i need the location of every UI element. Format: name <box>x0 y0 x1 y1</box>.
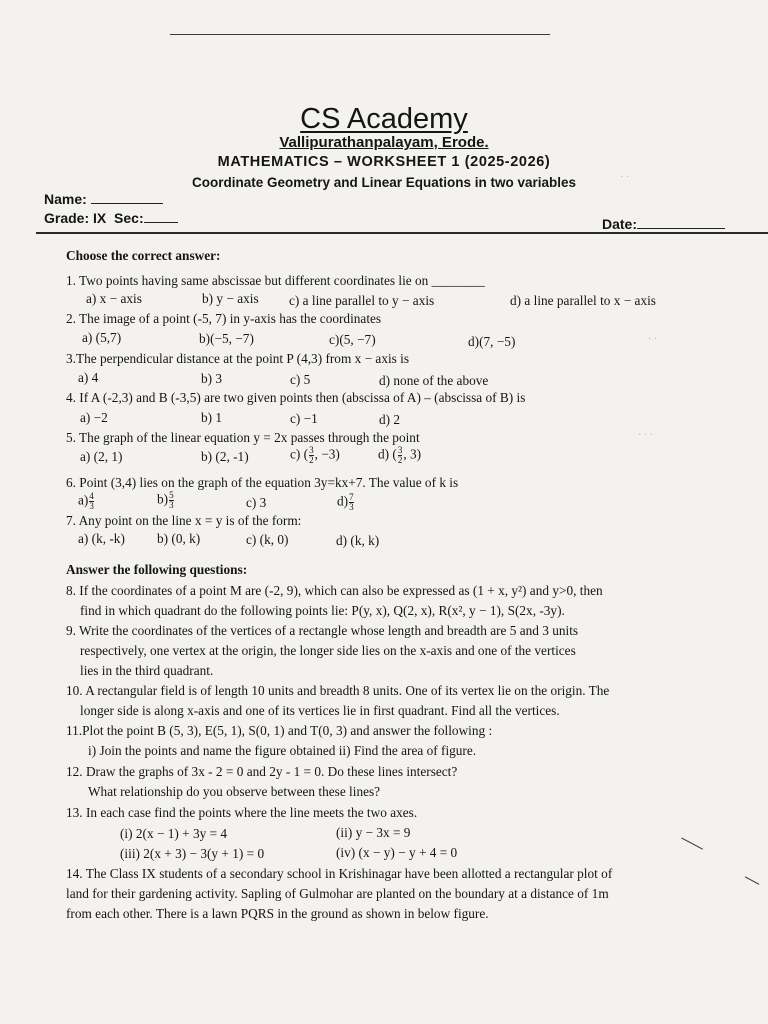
sec-label: Sec: <box>114 210 144 226</box>
q3-option-a: a) 4 <box>78 370 99 385</box>
q5-option-a: a) (2, 1) <box>80 449 123 464</box>
q2-option-b: b)(−5, −7) <box>199 331 254 346</box>
q7-text: 7. Any point on the line x = y is of the form: <box>66 513 302 528</box>
q1-option-c: c) a line parallel to y − axis <box>289 293 435 308</box>
grade-label: Grade: IX <box>44 210 107 226</box>
q8-line-1: 8. If the coordinates of a point M are (-2, 9), which can also be expressed as (1 + x, y²) and y>0, then <box>66 583 603 598</box>
q13-part-i: (i) 2(x − 1) + 3y = 4 <box>120 826 228 841</box>
q1-option-d: d) a line parallel to x − axis <box>510 293 656 308</box>
q11-line-1: 11.Plot the point B (5, 3), E(5, 1), S(0, 1) and T(0, 3) and answer the following : <box>66 723 493 738</box>
q4-text: 4. If A (-2,3) and B (-3,5) are two given points then (abscissa of A) – (abscissa of B) is <box>66 390 526 405</box>
q12-line-1: 12. Draw the graphs of 3x - 2 = 0 and 2y - 1 = 0. Do these lines intersect? <box>66 764 458 779</box>
q4-option-b: b) 1 <box>201 410 223 425</box>
sec-blank[interactable] <box>144 209 178 223</box>
q6-a-fraction: $\frac{4}{3}$ <box>89 491 94 511</box>
scan-smudge: · · · <box>638 430 653 441</box>
q5-c-fraction: $\frac{3}{2}$ <box>309 445 314 465</box>
q2-option-a: a) (5,7) <box>82 330 122 345</box>
q7-option-b: b) (0, k) <box>157 531 201 546</box>
q2-option-d: d)(7, −5) <box>468 334 516 349</box>
q8-line-2: find in which quadrant do the following points lie: P(y, x), Q(2, x), R(x², y − 1), S(2x, -3y). <box>80 603 565 618</box>
q10-line-2: longer side is along x-axis and one of its vertices lie in first quadrant. Find all the vertices. <box>80 703 560 718</box>
scan-smudge: · · <box>648 334 658 345</box>
q14-line-3: from each other. There is a lawn PQRS in the ground as shown in below figure. <box>66 906 489 921</box>
name-label: Name: <box>44 191 87 207</box>
q2-text: 2. The image of a point (-5, 7) in y-axis has the coordinates <box>66 311 382 326</box>
pen-mark-edge <box>745 876 760 885</box>
name-blank[interactable] <box>91 190 163 204</box>
q6-option-b: b) $\frac{5}{3}$ <box>157 490 174 510</box>
q4-option-d: d) 2 <box>379 412 401 427</box>
academy-name: CS Academy <box>300 103 468 135</box>
date-field[interactable] <box>602 215 725 232</box>
q7-option-c: c) (k, 0) <box>246 532 289 547</box>
academy-address: Vallipurathanpalayam, Erode. <box>279 134 489 151</box>
q14-line-2: land for their gardening activity. Sapling of Gulmohar are planted on the boundary at a distance of 1m <box>66 886 609 901</box>
q10-line-1: 10. A rectangular field is of length 10 units and breadth 8 units. One of its vertex lie on the origin. The <box>66 683 610 698</box>
q4-option-a: a) −2 <box>80 410 108 425</box>
q14-line-1: 14. The Class IX students of a secondary school in Krishinagar have been allotted a rectangular plot of <box>66 866 613 881</box>
q13-part-iii: (iii) 2(x + 3) − 3(y + 1) = 0 <box>120 846 265 861</box>
q1-option-b: b) y − axis <box>202 291 259 306</box>
q6-option-a: a) $\frac{4}{3}$ <box>78 491 94 511</box>
q4-option-c: c) −1 <box>290 411 318 426</box>
worksheet-topic: Coordinate Geometry and Linear Equations in two variables <box>191 175 577 190</box>
q2-option-c: c)(5, −7) <box>329 332 376 347</box>
q6-d-fraction: $\frac{7}{3}$ <box>349 492 354 512</box>
q6-b-fraction: $\frac{5}{3}$ <box>169 490 174 510</box>
q9-line-3: lies in the third quadrant. <box>80 663 214 678</box>
q9-line-2: respectively, one vertex at the origin, the longer side lies on the x-axis and one of the vertices <box>80 643 576 658</box>
header-divider <box>36 232 768 234</box>
q5-d-fraction: $\frac{3}{2}$ <box>397 445 403 465</box>
q5-option-c: c) ( $\frac{3}{2}$ , −3) <box>290 445 340 465</box>
scan-smudge: · · <box>620 172 630 183</box>
q13-part-iv: (iv) (x − y) − y + 4 = 0 <box>336 845 458 860</box>
q13-line-1: 13. In each case find the points where the line meets the two axes. <box>66 805 418 820</box>
q9-line-1: 9. Write the coordinates of the vertices of a rectangle whose length and breadth are 5 and 3 units <box>66 623 579 638</box>
grade-field <box>44 209 178 226</box>
q5-option-b: b) (2, -1) <box>201 449 249 464</box>
q1-option-a: a) x − axis <box>86 291 142 306</box>
q3-text: 3.The perpendicular distance at the point P (4,3) from x − axis is <box>66 351 410 366</box>
q3-option-c: c) 5 <box>290 372 311 387</box>
q3-option-d: d) none of the above <box>379 373 489 388</box>
q11-line-2: i) Join the points and name the figure obtained ii) Find the area of figure. <box>88 743 477 758</box>
q12-line-2: What relationship do you observe between these lines? <box>88 784 381 799</box>
top-scan-rule <box>170 34 550 35</box>
q3-option-b: b) 3 <box>201 371 223 386</box>
q13-part-ii: (ii) y − 3x = 9 <box>336 825 411 840</box>
q5-text: 5. The graph of the linear equation y = 2x passes through the point <box>66 430 420 445</box>
q6-option-d: d) $\frac{7}{3}$ <box>337 492 354 512</box>
pen-mark <box>681 837 703 849</box>
q6-option-c: c) 3 <box>246 495 267 510</box>
worksheet-title: MATHEMATICS – WORKSHEET 1 (2025-2026) <box>217 154 551 170</box>
q5-option-d: d) ( $\frac{3}{2}$ , 3) <box>378 445 422 465</box>
date-blank[interactable] <box>637 215 725 229</box>
section-b-heading: Answer the following questions: <box>66 562 248 577</box>
q1-text: 1. Two points having same abscissae but different coordinates lie on ________ <box>66 273 485 288</box>
date-label: Date: <box>602 216 638 232</box>
q7-option-a: a) (k, -k) <box>78 531 125 546</box>
q6-text: 6. Point (3,4) lies on the graph of the equation 3y=kx+7. The value of k is <box>66 475 459 490</box>
name-field[interactable] <box>44 190 163 207</box>
q7-option-d: d) (k, k) <box>336 533 380 548</box>
section-a-heading: Choose the correct answer: <box>66 248 221 263</box>
